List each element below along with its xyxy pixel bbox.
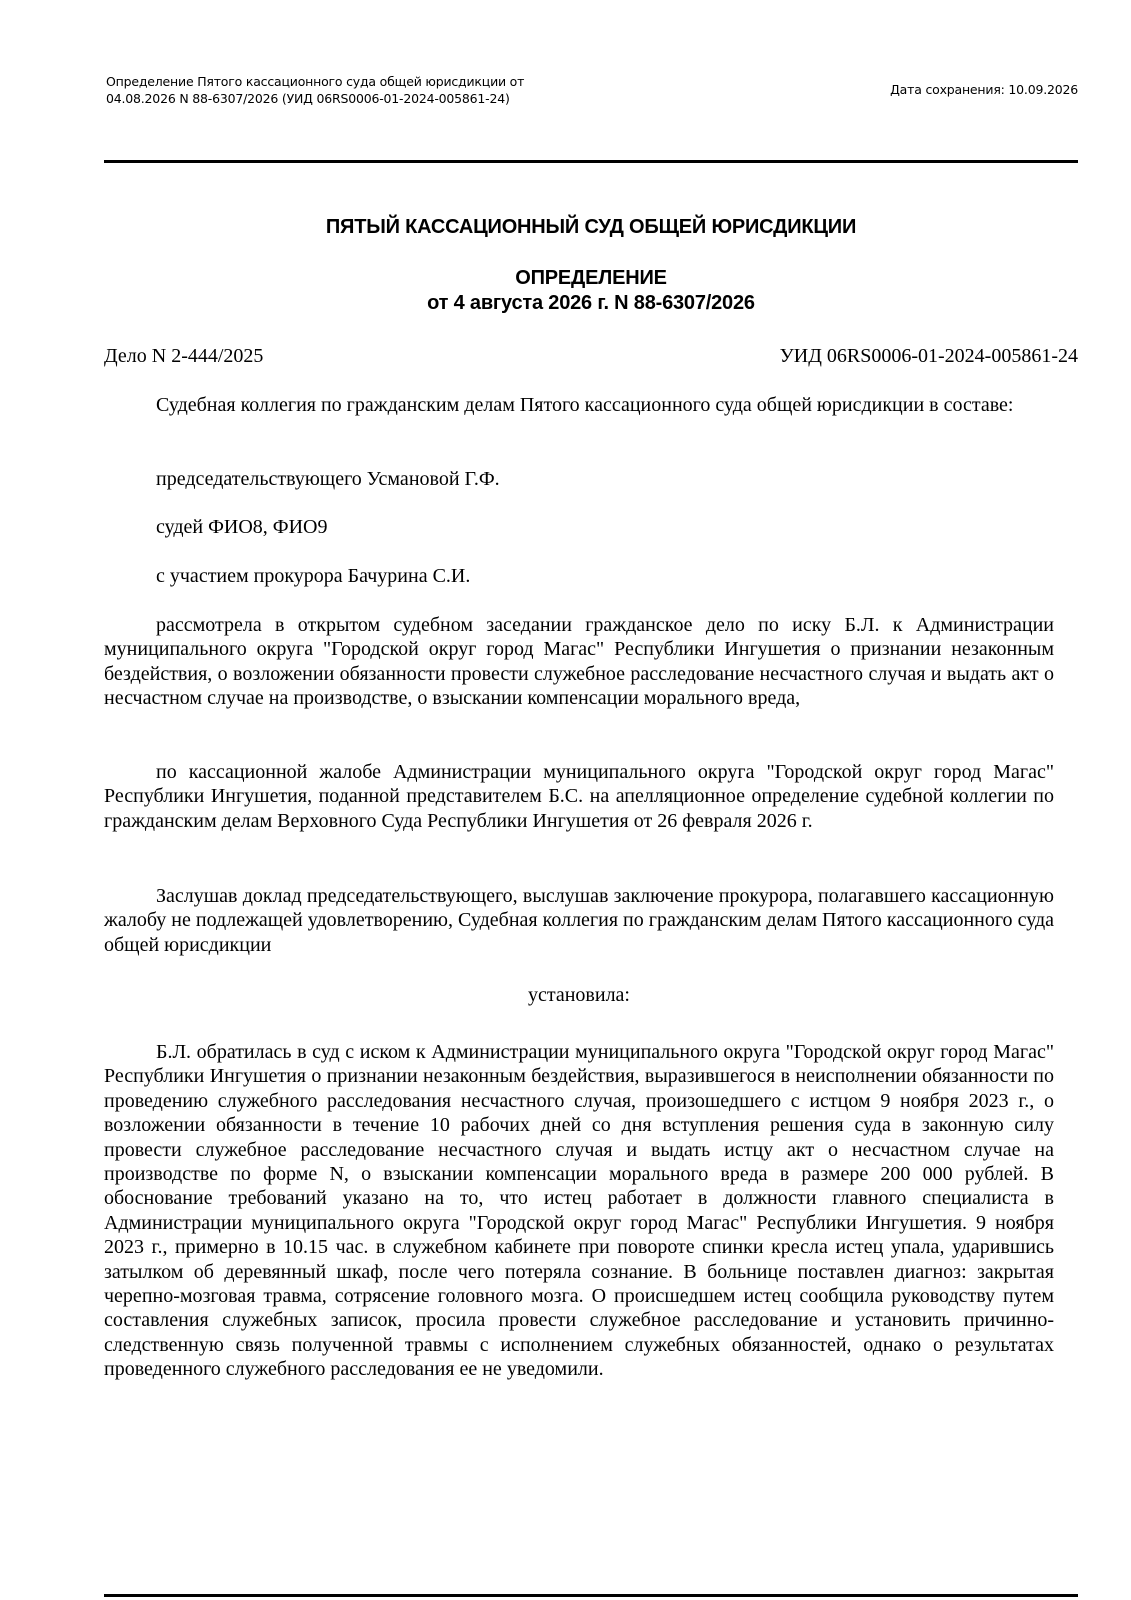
paragraph-composition: Судебная коллегия по гражданским делам Пятого кассационного суда общей юрисдикции в составе: (156, 394, 1014, 416)
prosecutor-line (104, 564, 1054, 588)
court-name: ПЯТЫЙ КАССАЦИОННЫЙ СУД ОБЩЕЙ ЮРИСДИКЦИИ (325, 216, 857, 238)
paragraph-prosecutor: с участием прокурора Бачурина С.И. (156, 565, 471, 587)
considered-paragraph (104, 613, 1054, 711)
presiding-line (104, 467, 1054, 491)
footer-divider (104, 1594, 1078, 1597)
judges-line (104, 515, 1054, 539)
header-divider (104, 160, 1078, 163)
claim-paragraph (104, 1040, 1054, 1382)
cassation-paragraph (104, 760, 1054, 833)
document-type: ОПРЕДЕЛЕНИЕ (515, 267, 667, 289)
heard-paragraph (104, 884, 1054, 957)
case-number: Дело N 2-444/2025 (104, 345, 264, 367)
paragraph-claim: Б.Л. обратилась в суд с иском к Администрации муниципального округа "Городской округ город Магас" Республики Ингушетия о признании незаконным бездействия, выразившегося в неисполнении обязанности по проведению служебного расследования несчастного случая, произошедшего с истцом 9 ноября 2023 г., о возложении обязанности в течение 10 рабочих дней со дня вступления решения суда в законную силу провести служебное расследование несчастного случая и выдать истцу акт о несчастном случае на производстве по форме N, о взыскании компенсации морального вреда в размере 200 000 рублей. В обоснование требований указано на то, что истец работает в должности главного специалиста в Администрации муниципального округа "Городской округ город Магас" Республики Ингушетия. 9 ноября 2023 г., примерно в 10.15 час. в служебном кабинете при повороте спинки кресла истец упала, ударившись затылком об деревянный шкаф, после чего потеряла сознание. В больнице поставлен диагноз: закрытая черепно-мозговая травма, сотрясение головного мозга. О происшедшем истец сообщила руководству путем составления служебных записок, просила провести служебное расследование и установить причинно-следственную связь полученной травмы с исполнением служебных обязанностей, однако о результатах проведенного служебного расследования ее не уведомили. (104, 1041, 1054, 1381)
source-reference (106, 73, 626, 107)
source-line-1: Определение Пятого кассационного суда общей юрисдикции от (106, 74, 525, 89)
paragraph-presiding: председательствующего Усмановой Г.Ф. (156, 468, 500, 490)
document-date-number: от 4 августа 2026 г. N 88-6307/2026 (427, 292, 755, 314)
source-line-2: 04.08.2026 N 88-6307/2026 (УИД 06RS0006-01-2024-005861-24) (106, 91, 510, 106)
composition-paragraph (104, 393, 1054, 417)
uid-number: УИД 06RS0006-01-2024-005861-24 (779, 345, 1078, 367)
paragraph-judges: судей ФИО8, ФИО9 (156, 516, 328, 538)
established-heading (104, 983, 1054, 1007)
paragraph-established: установила: (527, 984, 630, 1006)
document-title (104, 266, 1078, 316)
paragraph-heard: Заслушав доклад председательствующего, выслушав заключение прокурора, полагавшего кассационную жалобу не подлежащей удовлетворению, Судебная коллегия по гражданским делам Пятого кассационного суда общей юрисдикции (104, 885, 1054, 956)
paragraph-cassation: по кассационной жалобе Администрации муниципального округа "Городской округ город Магас" Республики Ингушетия, поданной представителем Б.С. на апелляционное определение судебной коллегии по гражданским делам Верховного Суда Республики Ингушетия от 26 февраля 2026 г. (104, 761, 1054, 832)
paragraph-considered: рассмотрела в открытом судебном заседании гражданское дело по иску Б.Л. к Администрации муниципального округа "Городской округ город Магас" Республики Ингушетия о признании незаконным бездействия, о возложении обязанности провести служебное расследование несчастного случая и выдать акт о несчастном случае на производстве, о взыскании компенсации морального вреда, (104, 614, 1054, 710)
save-date: Дата сохранения: 10.09.2026 (890, 82, 1078, 97)
